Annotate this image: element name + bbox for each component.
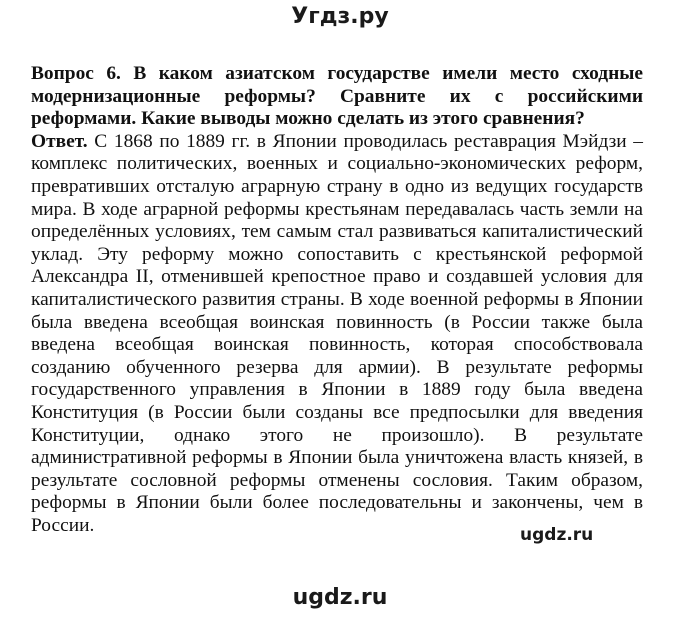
answer-paragraph (31, 131, 643, 538)
answer-text: С 1868 по 1889 гг. в Японии проводилась реставрация Мэйдзи – комплекс политических, военных и социально-экономических реформ, превративших отсталую аграрную страну в одно из ведущих государств мира. В ходе аграрной реформы крестьянам передавалась часть земли на определённых условиях, тем самым стал развиваться капиталистический уклад. Эту реформу можно сопоставить с крестьянской реформой Александра II, отменившей крепостное право и создавшей условия для капиталистического развития страны. В ходе военной реформы в Японии была введена всеобщая воинская повинность (в России также была введена всеобщая воинская повинность, которая способствовала созданию обученного резерва для армии). В результате реформы государственного управления в Японии в 1889 году была введена Конституция (в России были созданы все предпосылки для введения Конституции, однако этого не произошло). В результате административной реформы в Японии была уничтожена власть князей, в результате сословной реформы отменены сословия. Таким образом, реформы в Японии были более последовательны и закончены, чем в России. (31, 130, 643, 536)
watermark-text: ugdz.ru (520, 525, 594, 545)
answer-label: Ответ. (31, 130, 88, 152)
site-footer: ugdz.ru (292, 585, 388, 610)
document-body (31, 63, 643, 537)
site-header: Угдз.ру (291, 4, 389, 29)
question-text: Вопрос 6. В каком азиатском государстве имели место сходные модернизационные реформы? Сравните их с российскими реформами. Какие выводы можно сделать из этого сравнения? (31, 63, 643, 130)
